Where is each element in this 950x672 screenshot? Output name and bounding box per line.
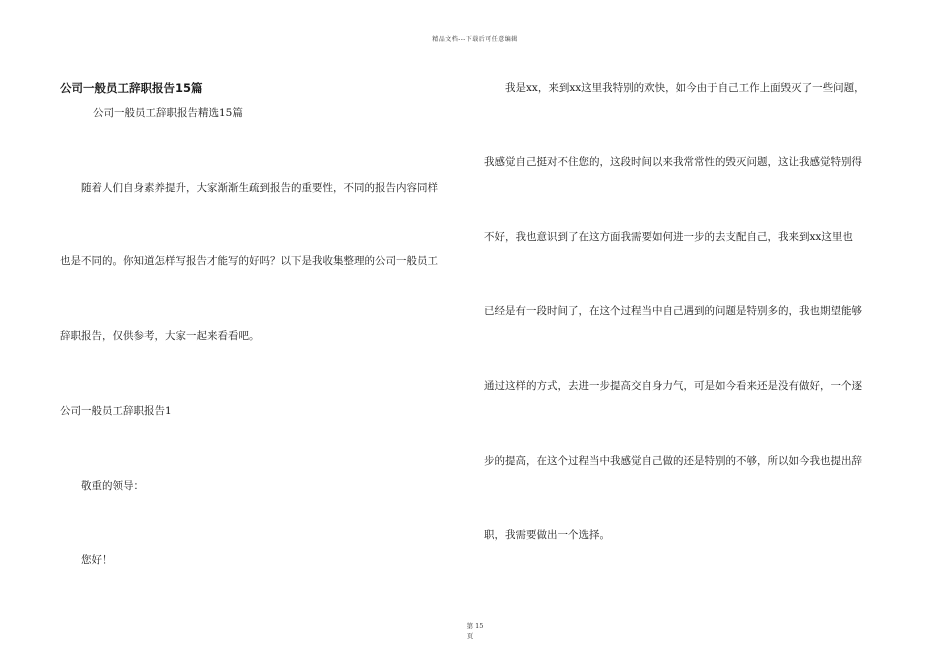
page-number: 15: [475, 622, 484, 630]
body-line-6: 步的提高，在这个过程当中我感觉自己做的还是特别的不够，所以如今我也提出辞: [484, 455, 862, 467]
body-line-7: 职，我需要做出一个选择。: [484, 529, 610, 541]
body-line-1: 我是xx，来到xx这里我特别的欢快，如今由于自己工作上面毁灭了一些问题，: [505, 82, 865, 94]
body-line-2: 我感觉自己挺对不住您的，这段时间以来我常常性的毁灭问题，这让我感觉特别得: [484, 156, 862, 168]
letter-greeting: 您好！: [81, 554, 113, 566]
page-header-note: 精品文档---下载后可任意编辑: [432, 36, 518, 43]
document-subtitle: 公司一般员工辞职报告精选15篇: [93, 107, 243, 119]
page-number-footer: [0, 621, 950, 641]
letter-salutation: 敬重的领导：: [81, 480, 144, 492]
body-line-4: 已经是有一段时间了，在这个过程当中自己遇到的问题是特别多的，我也期望能够: [484, 305, 862, 317]
intro-paragraph-line-1: 随着人们自身素养提升，大家渐渐生疏到报告的重要性，不同的报告内容同样: [81, 182, 438, 194]
page-suffix: 页: [466, 632, 474, 640]
body-line-5: 通过这样的方式，去进一步提高交自身力气，可是如今看来还是没有做好，一个逐: [484, 380, 862, 392]
intro-paragraph-line-3: 辞职报告，仅供参考，大家一起来看看吧。: [60, 330, 260, 342]
body-line-3: 不好，我也意识到了在这方面我需要如何进一步的去支配自己，我来到xx这里也: [484, 231, 853, 243]
intro-paragraph-line-2: 也是不同的。你知道怎样写报告才能写的好吗？以下是我收集整理的公司一般员工: [60, 255, 438, 267]
document-title: 公司一般员工辞职报告15篇: [60, 81, 203, 95]
page-number-row: [0, 621, 950, 631]
section-heading: 公司一般员工辞职报告1: [60, 405, 172, 417]
page-prefix: 第: [466, 622, 474, 630]
